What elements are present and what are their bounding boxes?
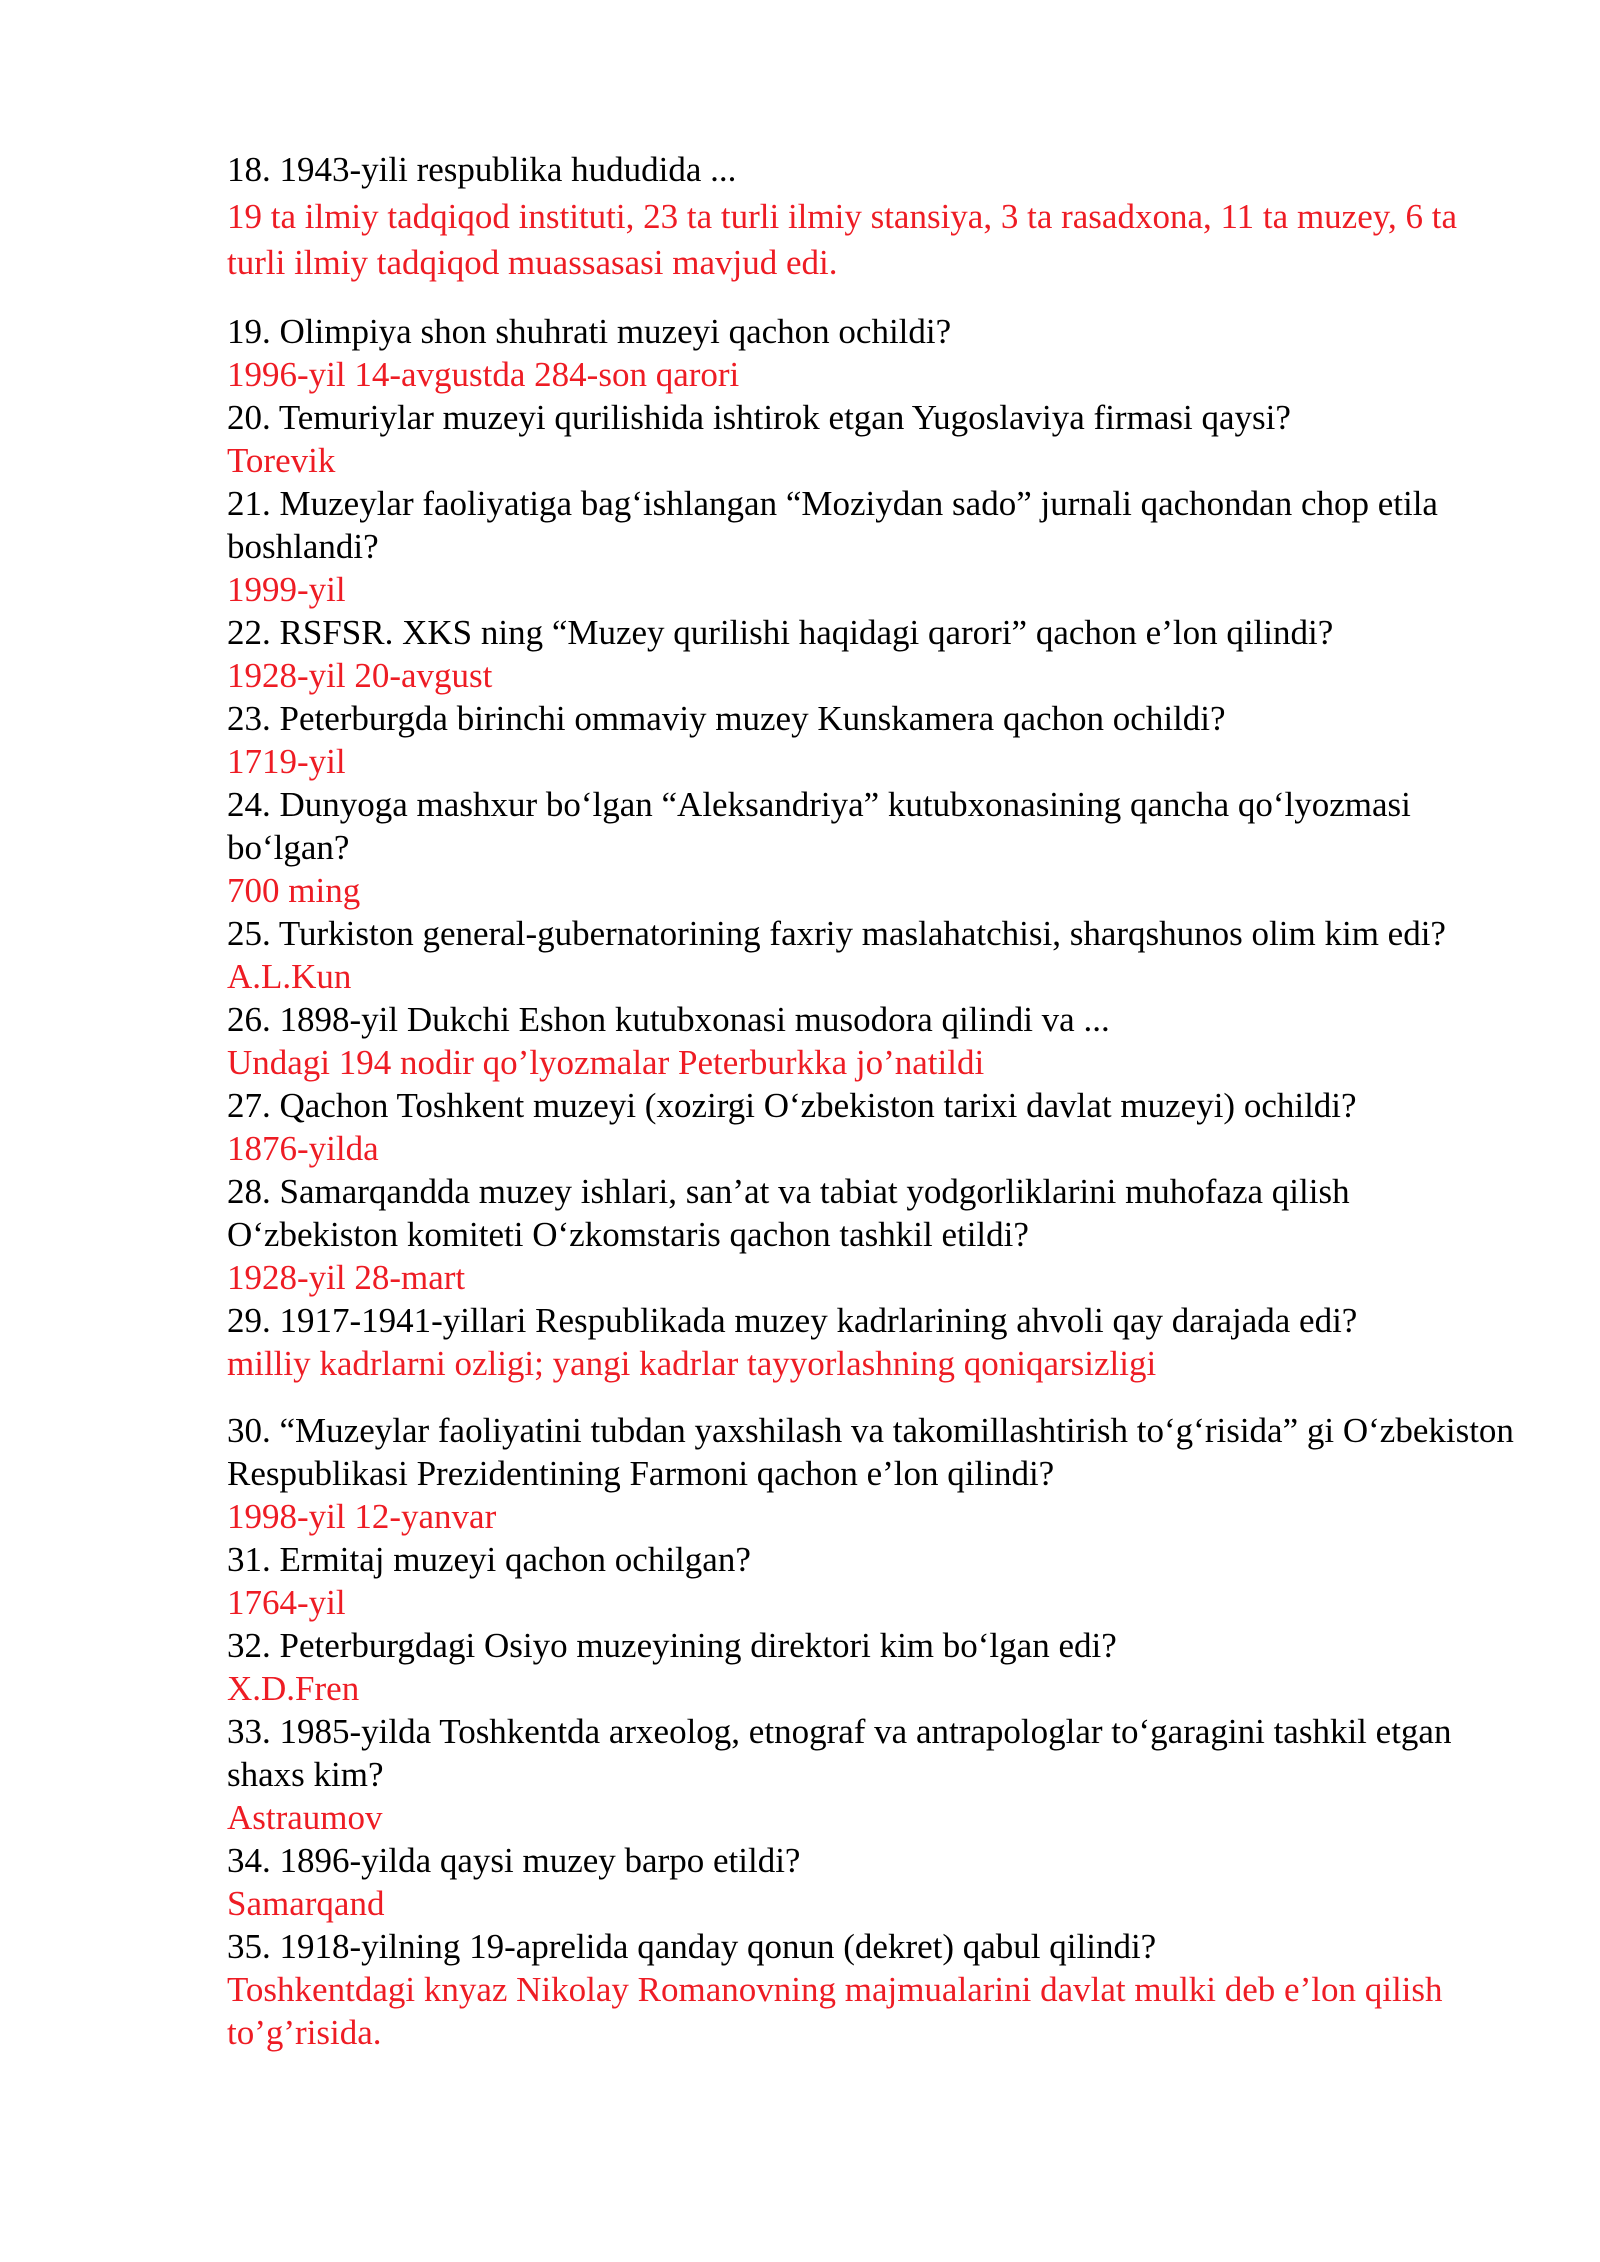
answer-24: 700 ming	[227, 871, 361, 910]
qa-item-26	[227, 998, 1517, 1084]
answer-22: 1928-yil 20-avgust	[227, 656, 493, 695]
answer-20: Torevik	[227, 441, 336, 480]
qa-item-23	[227, 697, 1517, 783]
qa-item-35	[227, 1925, 1517, 2054]
qa-item-27	[227, 1084, 1517, 1170]
answer-33: Astraumov	[227, 1798, 383, 1837]
question-22: 22. RSFSR. XKS ning “Muzey qurilishi haqidagi qarori” qachon e’lon qilindi?	[227, 613, 1334, 652]
answer-23: 1719-yil	[227, 742, 346, 781]
qa-item-31	[227, 1538, 1517, 1624]
qa-item-24	[227, 783, 1517, 912]
answer-32: X.D.Fren	[227, 1669, 360, 1708]
answer-26: Undagi 194 nodir qo’lyozmalar Peterburkka jo’natildi	[227, 1043, 985, 1082]
qa-item-19	[227, 310, 1517, 396]
question-23: 23. Peterburgda birinchi ommaviy muzey Kunskamera qachon ochildi?	[227, 699, 1226, 738]
qa-item-18	[227, 148, 1517, 286]
question-20: 20. Temuriylar muzeyi qurilishida ishtirok etgan Yugoslaviya firmasi qaysi?	[227, 398, 1291, 437]
qa-item-29	[227, 1299, 1517, 1385]
question-35: 35. 1918-yilning 19-aprelida qanday qonun (dekret) qabul qilindi?	[227, 1927, 1157, 1966]
answer-30: 1998-yil 12-yanvar	[227, 1497, 497, 1536]
question-24: 24. Dunyoga mashxur bo‘lgan “Aleksandriya” kutubxonasining qancha qo‘lyozmasi bo‘lgan?	[227, 785, 1411, 867]
answer-25: A.L.Kun	[227, 957, 352, 996]
answer-18: 19 ta ilmiy tadqiqod instituti, 23 ta turli ilmiy stansiya, 3 ta rasadxona, 11 ta muzey, 6 ta turli ilmiy tadqiqod muassasasi mavjud edi.	[227, 197, 1457, 282]
answer-27: 1876-yilda	[227, 1129, 379, 1168]
qa-item-25	[227, 912, 1517, 998]
question-28: 28. Samarqandda muzey ishlari, san’at va tabiat yodgorliklarini muhofaza qilish O‘zbekiston komiteti O‘zkomstaris qachon tashkil etildi?	[227, 1172, 1350, 1254]
question-34: 34. 1896-yilda qaysi muzey barpo etildi?	[227, 1841, 801, 1880]
qa-item-20	[227, 396, 1517, 482]
answer-21: 1999-yil	[227, 570, 346, 609]
answer-28: 1928-yil 28-mart	[227, 1258, 466, 1297]
qa-item-33	[227, 1710, 1517, 1839]
question-25: 25. Turkiston general-gubernatorining faxriy maslahatchisi, sharqshunos olim kim edi?	[227, 914, 1446, 953]
question-26: 26. 1898-yil Dukchi Eshon kutubxonasi musodora qilindi va ...	[227, 1000, 1110, 1039]
qa-item-21	[227, 482, 1517, 611]
answer-19: 1996-yil 14-avgustda 284-son qarori	[227, 355, 740, 394]
document-page	[227, 148, 1517, 2054]
question-27: 27. Qachon Toshkent muzeyi (xozirgi O‘zbekiston tarixi davlat muzeyi) ochildi?	[227, 1086, 1357, 1125]
qa-item-28	[227, 1170, 1517, 1299]
question-32: 32. Peterburgdagi Osiyo muzeyining direktori kim bo‘lgan edi?	[227, 1626, 1117, 1665]
answer-34: Samarqand	[227, 1884, 385, 1923]
question-21: 21. Muzeylar faoliyatiga bag‘ishlangan “Moziydan sado” jurnali qachondan chop etila boshlandi?	[227, 484, 1438, 566]
question-31: 31. Ermitaj muzeyi qachon ochilgan?	[227, 1540, 751, 1579]
answer-29: milliy kadrlarni ozligi; yangi kadrlar tayyorlashning qoniqarsizligi	[227, 1344, 1157, 1383]
question-29: 29. 1917-1941-yillari Respublikada muzey kadrlarining ahvoli qay darajada edi?	[227, 1301, 1358, 1340]
question-33: 33. 1985-yilda Toshkentda arxeolog, etnograf va antrapologlar to‘garagini tashkil etgan shaxs kim?	[227, 1712, 1452, 1794]
question-18: 18. 1943-yili respublika hududida ...	[227, 150, 737, 189]
qa-item-22	[227, 611, 1517, 697]
question-19: 19. Olimpiya shon shuhrati muzeyi qachon ochildi?	[227, 312, 952, 351]
question-30: 30. “Muzeylar faoliyatini tubdan yaxshilash va takomillashtirish to‘g‘risida” gi O‘zbekiston Respublikasi Prezidentining Farmoni qachon e’lon qilindi?	[227, 1411, 1514, 1493]
qa-item-34	[227, 1839, 1517, 1925]
qa-item-32	[227, 1624, 1517, 1710]
answer-31: 1764-yil	[227, 1583, 346, 1622]
answer-35: Toshkentdagi knyaz Nikolay Romanovning majmualarini davlat mulki deb e’lon qilish to’g’risida.	[227, 1970, 1443, 2052]
qa-item-30	[227, 1409, 1517, 1538]
